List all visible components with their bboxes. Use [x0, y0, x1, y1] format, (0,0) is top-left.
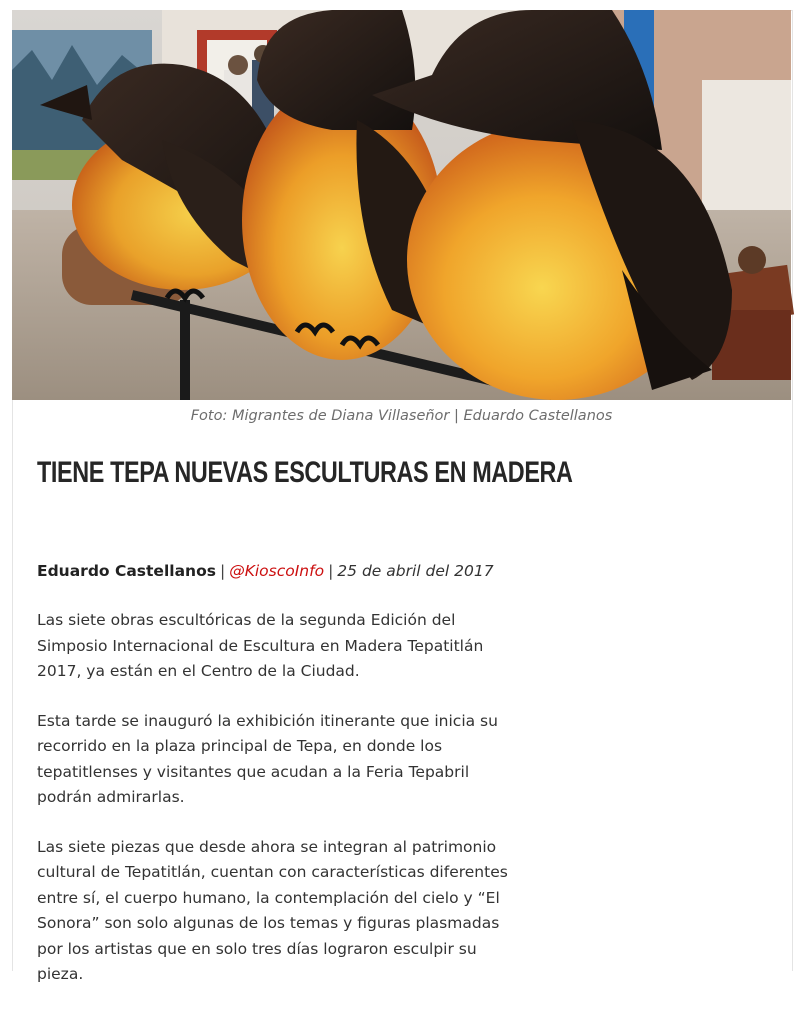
byline-separator: | — [219, 562, 226, 580]
article-body — [37, 608, 527, 1012]
byline-separator: | — [328, 562, 334, 580]
twitter-handle-link[interactable]: @KioscoInfo — [229, 562, 325, 580]
article-paragraph: Las siete obras escultóricas de la segunda Edición del Simposio Internacional de Escultura en Madera Tepatitlán 2017, ya están en el Centro de la Ciudad. — [37, 611, 484, 680]
hero-photo — [12, 10, 791, 400]
article-byline — [37, 562, 494, 580]
article-title: TIENE TEPA NUEVAS ESCULTURAS EN MADERA — [37, 456, 573, 489]
wooden-bird-sculptures-photo — [12, 10, 791, 400]
photo-caption: Foto: Migrantes de Diana Villaseñor | Eduardo Castellanos — [190, 408, 613, 424]
publish-date: 25 de abril del 2017 — [337, 562, 494, 580]
article-paragraph: Esta tarde se inauguró la exhibición itinerante que inicia su recorrido en la plaza principal de Tepa, en donde los tepatitlenses y visitantes que acudan a la Feria Tepabril podrán admirarlas. — [37, 711, 498, 806]
article-paragraph: Las siete piezas que desde ahora se integran al patrimonio cultural de Tepatitlán, cuentan con características diferentes entre sí, el cuerpo humano, la contemplación del cielo y “El Sonora” son solo algunas de los temas y figuras plasmadas por los artistas que en solo tres días lograron esculpir su pieza. — [37, 837, 508, 983]
author-name[interactable]: Eduardo Castellanos — [37, 562, 216, 580]
